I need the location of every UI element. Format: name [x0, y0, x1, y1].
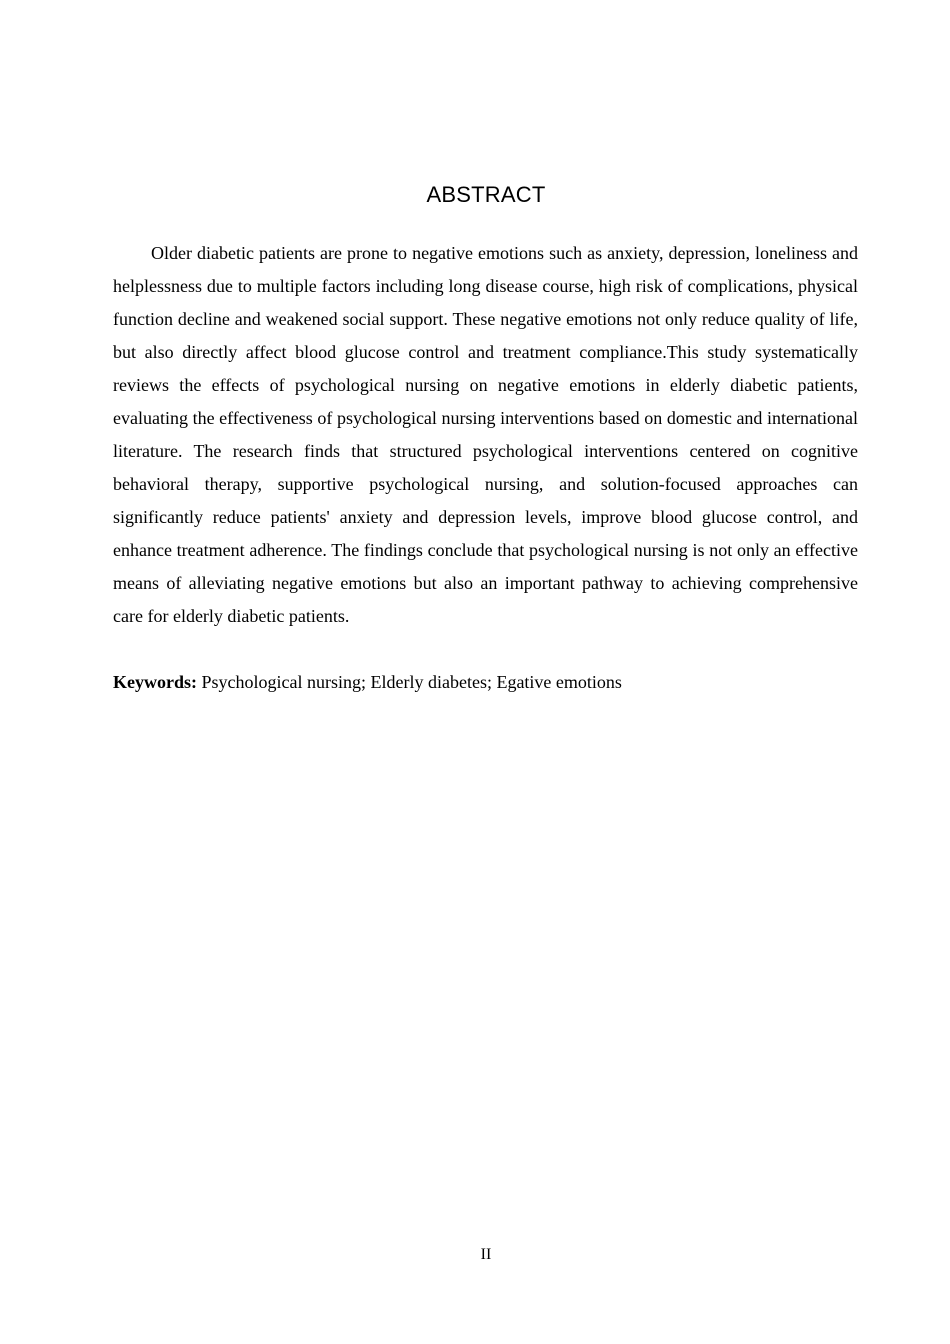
keywords-line: [113, 666, 858, 699]
page-number: II: [480, 1246, 492, 1263]
keywords-label: Keywords:: [113, 672, 197, 692]
abstract-paragraph: Older diabetic patients are prone to negative emotions such as anxiety, depression, loneliness and helplessness due to multiple factors including long disease course, high risk of complications, physical function decline and weakened social support. These negative emotions not only reduce quality of life, but also directly affect blood glucose control and treatment compliance.This study systematically reviews the effects of psychological nursing on negative emotions in elderly diabetic patients, evaluating the effectiveness of psychological nursing interventions based on domestic and international literature. The research finds that structured psychological interventions centered on cognitive behavioral therapy, supportive psychological nursing, and solution-focused approaches can significantly reduce patients' anxiety and depression levels, improve blood glucose control, and enhance treatment adherence. The findings conclude that psychological nursing is not only an effective means of alleviating negative emotions but also an important pathway to achieving comprehensive care for elderly diabetic patients.: [113, 243, 858, 626]
abstract-heading: ABSTRACT: [426, 182, 546, 207]
keywords-text: Psychological nursing; Elderly diabetes; Egative emotions: [197, 672, 622, 692]
